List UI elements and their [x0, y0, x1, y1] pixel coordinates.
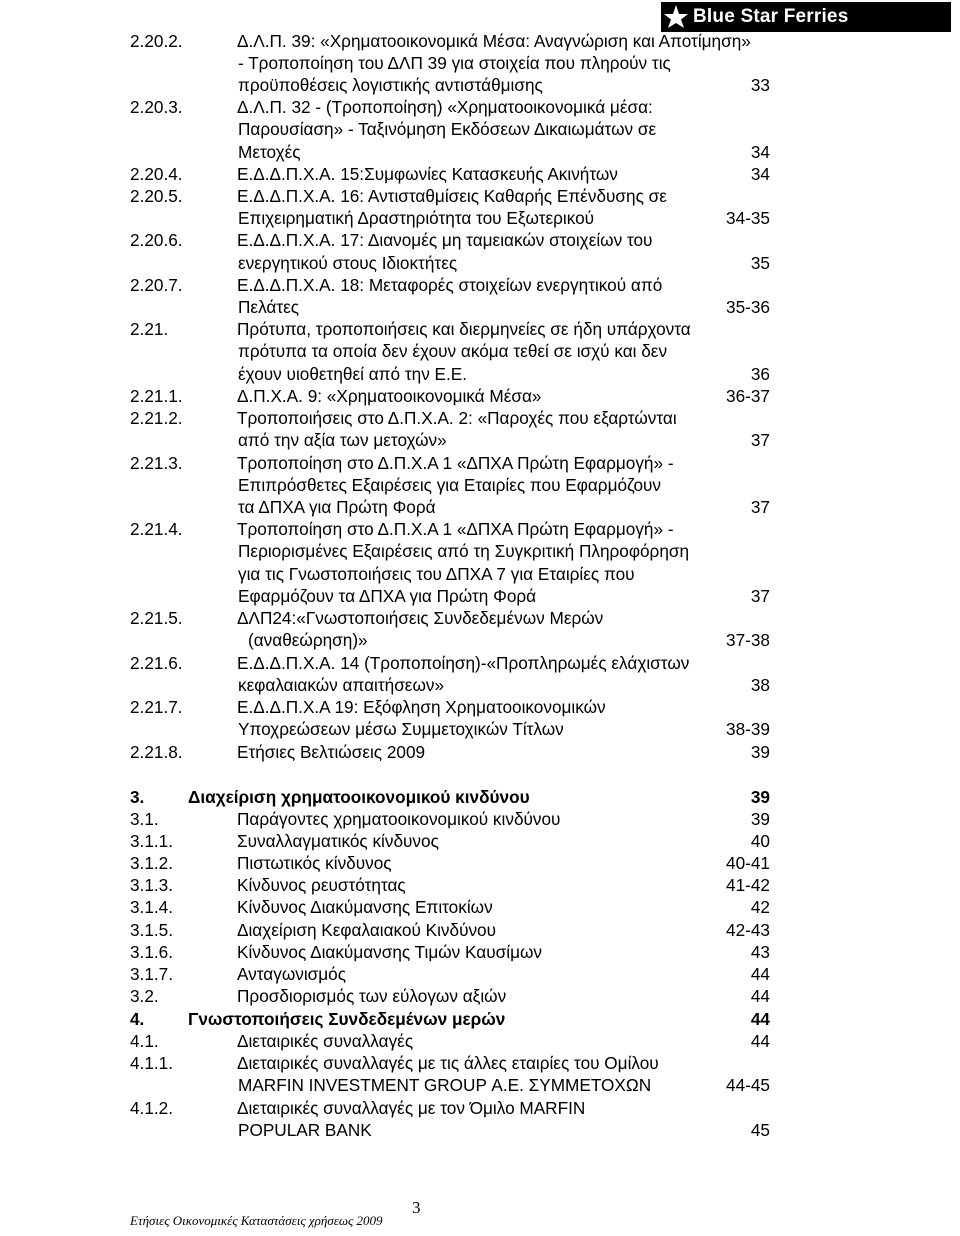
- toc-entry[interactable]: [0, 874, 960, 896]
- toc-entry-cont: [0, 1074, 960, 1096]
- toc-number: 3.2.: [130, 986, 159, 1006]
- toc-page: 34: [750, 142, 770, 162]
- toc-text: Κίνδυνος Διακύμανσης Τιμών Καυσίμων: [237, 942, 542, 962]
- toc-text: ενεργητικού στους Ιδιοκτήτες: [238, 253, 458, 273]
- toc-text: Τροποποίηση στο Δ.Π.Χ.Α 1 «ΔΠΧΑ Πρώτη Εφαρμογή» -: [237, 519, 674, 539]
- brand-logo: [661, 2, 951, 32]
- toc-text: Κίνδυνος Διακύμανσης Επιτοκίων: [237, 897, 493, 917]
- toc-number: 2.20.2.: [130, 31, 183, 51]
- toc-number: 4.: [130, 1009, 145, 1029]
- toc-entry-cont: [0, 363, 960, 385]
- toc-text: Παρουσίαση» - Ταξινόμηση Εκδόσεων Δικαιωμάτων σε: [238, 119, 657, 139]
- toc-text: Διαχείριση Κεφαλαιακού Κινδύνου: [237, 920, 497, 940]
- toc-page: 39: [750, 809, 770, 829]
- toc-text: Ε.Δ.Δ.Π.Χ.Α 19: Εξόφληση Χρηματοοικονομικών: [237, 697, 606, 717]
- toc-page: 39: [750, 742, 770, 762]
- toc-page: 39: [750, 787, 770, 807]
- toc-text: Πρότυπα, τροποποιήσεις και διερμηνείες σε ήδη υπάρχοντα: [237, 319, 691, 339]
- toc-section[interactable]: [0, 1008, 960, 1030]
- toc-text: Ανταγωνισμός: [237, 964, 347, 984]
- toc-entry[interactable]: [0, 652, 960, 674]
- toc-number: 2.20.7.: [130, 275, 183, 295]
- toc-text: - Τροποποίηση του ΔΛΠ 39 για στοιχεία που πληρούν τις: [238, 53, 671, 73]
- toc-text: Ε.Δ.Δ.Π.Χ.Α. 16: Αντισταθμίσεις Καθαρής Επένδυσης σε: [237, 186, 667, 206]
- toc-page: 36-37: [726, 386, 770, 406]
- toc-text: Τροποποίηση στο Δ.Π.Χ.Α 1 «ΔΠΧΑ Πρώτη Εφαρμογή» -: [237, 453, 674, 473]
- toc-page: 38-39: [726, 719, 770, 739]
- toc-entry[interactable]: [0, 830, 960, 852]
- toc-entry[interactable]: [0, 96, 960, 118]
- toc-entry-cont: [0, 540, 960, 562]
- toc-number: 2.21.1.: [130, 386, 183, 406]
- toc-text: από την αξία των μετοχών»: [238, 430, 447, 450]
- toc-page: 33: [750, 75, 770, 95]
- toc-text: Δ.Λ.Π. 39: «Χρηματοοικονομικά Μέσα: Αναγνώριση και Αποτίμηση»: [237, 31, 751, 51]
- toc-number: 2.20.4.: [130, 164, 183, 184]
- toc-entry-cont: [0, 252, 960, 274]
- toc-entry[interactable]: [0, 452, 960, 474]
- toc-page: 45: [750, 1120, 770, 1140]
- toc-entry[interactable]: [0, 518, 960, 540]
- toc-page: 37: [750, 430, 770, 450]
- toc-text: Επιπρόσθετες Εξαιρέσεις για Εταιρίες που Εφαρμόζουν: [238, 475, 662, 495]
- toc-text: Πελάτες: [238, 297, 300, 317]
- toc-text: Ε.Δ.Δ.Π.Χ.Α. 15:Συμφωνίες Κατασκευής Ακινήτων: [237, 164, 618, 184]
- toc-text: Επιχειρηματική Δραστηριότητα του Εξωτερικού: [238, 208, 595, 228]
- toc-page: 35-36: [726, 297, 770, 317]
- toc-entry[interactable]: [0, 1097, 960, 1119]
- toc-text: Διαχείριση χρηματοοικονομικού κινδύνου: [188, 787, 530, 807]
- toc-text: Διεταιρικές συναλλαγές με τον Όμιλο MARFIN: [237, 1098, 586, 1118]
- toc-text: Συναλλαγματικός κίνδυνος: [237, 831, 439, 851]
- toc-number: 3.1.: [130, 809, 159, 829]
- toc-text: Διεταιρικές συναλλαγές με τις άλλες εταιρίες του Ομίλου: [237, 1053, 659, 1073]
- toc-page: 37: [750, 497, 770, 517]
- toc-entry-cont: [0, 718, 960, 740]
- toc-entry[interactable]: [0, 941, 960, 963]
- star-icon: [661, 2, 691, 32]
- toc-number: 3.1.5.: [130, 920, 174, 940]
- toc-text: (αναθεώρηση)»: [248, 630, 368, 650]
- toc-page: 40: [750, 831, 770, 851]
- toc-number: 3.1.6.: [130, 942, 174, 962]
- toc-entry[interactable]: [0, 185, 960, 207]
- toc-entry[interactable]: [0, 385, 960, 407]
- toc-number: 3.1.2.: [130, 853, 174, 873]
- toc-entry-cont: [0, 674, 960, 696]
- toc-number: 2.21.7.: [130, 697, 183, 717]
- toc-text: για τις Γνωστοποιήσεις του ΔΠΧΑ 7 για Εταιρίες που: [238, 564, 635, 584]
- toc-text: προϋποθέσεις λογιστικής αντιστάθμισης: [238, 75, 543, 95]
- toc-page: 44: [750, 1031, 770, 1051]
- toc-number: 4.1.: [130, 1031, 159, 1051]
- toc-page: 42-43: [726, 920, 770, 940]
- toc-entry-cont: [0, 118, 960, 140]
- toc-number: 2.20.3.: [130, 97, 183, 117]
- toc-text: MARFIN INVESTMENT GROUP Α.Ε. ΣΥΜΜΕΤΟΧΩΝ: [238, 1075, 652, 1095]
- toc-page: 44: [750, 986, 770, 1006]
- toc-page: 34-35: [726, 208, 770, 228]
- toc-text: Γνωστοποιήσεις Συνδεδεμένων μερών: [188, 1009, 506, 1029]
- toc-number: 2.21.2.: [130, 408, 183, 428]
- toc-number: 2.21.3.: [130, 453, 183, 473]
- toc-text: Κίνδυνος ρευστότητας: [237, 875, 406, 895]
- toc-text: Μετοχές: [238, 142, 301, 162]
- toc-text: Πιστωτικός κίνδυνος: [237, 853, 392, 873]
- toc-text: Δ.Λ.Π. 32 - (Τροποποίηση) «Χρηματοοικονομικά μέσα:: [237, 97, 653, 117]
- toc-number: 3.1.7.: [130, 964, 174, 984]
- toc-page: 37: [750, 586, 770, 606]
- toc-text: Τροποποιήσεις στο Δ.Π.Χ.Α. 2: «Παροχές που εξαρτώνται: [237, 408, 677, 428]
- toc-entry[interactable]: [0, 808, 960, 830]
- toc-page: 34: [750, 164, 770, 184]
- toc-entry-cont: [0, 52, 960, 74]
- toc-page: 44: [750, 1009, 770, 1029]
- toc-page: 44-45: [726, 1075, 770, 1095]
- toc-text: Ε.Δ.Δ.Π.Χ.Α. 14 (Τροποποίηση)-«Προπληρωμές ελάχιστων: [237, 653, 690, 673]
- toc-entry-cont: [0, 296, 960, 318]
- toc-page: 37-38: [726, 630, 770, 650]
- toc-page: 41-42: [726, 875, 770, 895]
- toc-text: Υποχρεώσεων μέσω Συμμετοχικών Τίτλων: [238, 719, 564, 739]
- toc-number: 4.1.1.: [130, 1053, 174, 1073]
- toc-text: πρότυπα τα οποία δεν έχουν ακόμα τεθεί σε ισχύ και δεν: [238, 341, 668, 361]
- toc-entry[interactable]: [0, 607, 960, 629]
- toc-entry[interactable]: [0, 741, 960, 763]
- toc-entry[interactable]: [0, 229, 960, 251]
- toc-number: 2.21.6.: [130, 653, 183, 673]
- brand-name: Blue Star Ferries: [693, 6, 849, 27]
- toc-entry[interactable]: [0, 318, 960, 340]
- toc-text: Δ.Π.Χ.Α. 9: «Χρηματοοικονομικά Μέσα»: [237, 386, 542, 406]
- footer-text: Ετήσιες Οικονομικές Καταστάσεις χρήσεως 2009: [130, 1213, 383, 1228]
- toc-page: 38: [750, 675, 770, 695]
- toc-number: 3.1.4.: [130, 897, 174, 917]
- toc-entry-cont: [0, 74, 960, 96]
- toc-text: τα ΔΠΧΑ για Πρώτη Φορά: [238, 497, 436, 517]
- toc-text: POPULAR BANK: [238, 1120, 372, 1140]
- toc-entry[interactable]: [0, 163, 960, 185]
- toc-entry[interactable]: [0, 407, 960, 429]
- toc-number: 2.20.6.: [130, 230, 183, 250]
- toc-entry-cont: [0, 141, 960, 163]
- toc-number: 3.: [130, 787, 145, 807]
- toc-text: Ε.Δ.Δ.Π.Χ.Α. 17: Διανομές μη ταμειακών στοιχείων του: [237, 230, 653, 250]
- toc-entry[interactable]: [0, 919, 960, 941]
- toc-entry-cont: [0, 563, 960, 585]
- toc-number: 2.21.4.: [130, 519, 183, 539]
- toc-number: 2.21.5.: [130, 608, 183, 628]
- toc-entry[interactable]: [0, 274, 960, 296]
- toc-entry[interactable]: [0, 985, 960, 1007]
- toc-text: Προσδιορισμός των εύλογων αξιών: [237, 986, 507, 1006]
- toc-entry[interactable]: [0, 30, 960, 52]
- toc-number: 4.1.2.: [130, 1098, 174, 1118]
- toc-page: 36: [750, 364, 770, 384]
- toc-text: ΔΛΠ24:«Γνωστοποιήσεις Συνδεδεμένων Μερών: [237, 608, 604, 628]
- toc-text: Παράγοντες χρηματοοικονομικού κινδύνου: [237, 809, 561, 829]
- toc-entry[interactable]: [0, 1030, 960, 1052]
- toc-page: 35: [750, 253, 770, 273]
- toc-page: 40-41: [726, 853, 770, 873]
- toc-entry[interactable]: [0, 963, 960, 985]
- toc-text: Περιορισμένες Εξαιρέσεις από τη Συγκριτική Πληροφόρηση: [238, 541, 690, 561]
- toc-page: 42: [750, 897, 770, 917]
- page-number: 3: [412, 1198, 421, 1217]
- toc-text: Ετήσιες Βελτιώσεις 2009: [237, 742, 426, 762]
- toc-entry[interactable]: [0, 852, 960, 874]
- toc-entry[interactable]: [0, 696, 960, 718]
- toc-entry-cont: [0, 474, 960, 496]
- toc-number: 3.1.3.: [130, 875, 174, 895]
- toc-page: 44: [750, 964, 770, 984]
- toc-page: 43: [750, 942, 770, 962]
- toc-section[interactable]: [0, 786, 960, 808]
- toc-number: 3.1.1.: [130, 831, 174, 851]
- toc-text: Διεταιρικές συναλλαγές: [237, 1031, 414, 1051]
- toc-text: Ε.Δ.Δ.Π.Χ.Α. 18: Μεταφορές στοιχείων ενεργητικού από: [237, 275, 663, 295]
- toc-number: 2.21.8.: [130, 742, 183, 762]
- toc-number: 2.21.: [130, 319, 169, 339]
- toc-entry-cont: [0, 629, 960, 651]
- toc-text: κεφαλαιακών απαιτήσεων»: [238, 675, 445, 695]
- toc-number: 2.20.5.: [130, 186, 183, 206]
- toc-entry-cont: [0, 585, 960, 607]
- toc-entry-cont: [0, 429, 960, 451]
- toc-entry-cont: [0, 340, 960, 362]
- toc-entry[interactable]: [0, 1052, 960, 1074]
- toc-text: έχουν υιοθετηθεί από την Ε.Ε.: [238, 364, 468, 384]
- toc-entry-cont: [0, 496, 960, 518]
- toc-entry[interactable]: [0, 896, 960, 918]
- toc-entry-cont: [0, 207, 960, 229]
- toc-entry-cont: [0, 1119, 960, 1141]
- toc-text: Εφαρμόζουν τα ΔΠΧΑ για Πρώτη Φορά: [238, 586, 537, 606]
